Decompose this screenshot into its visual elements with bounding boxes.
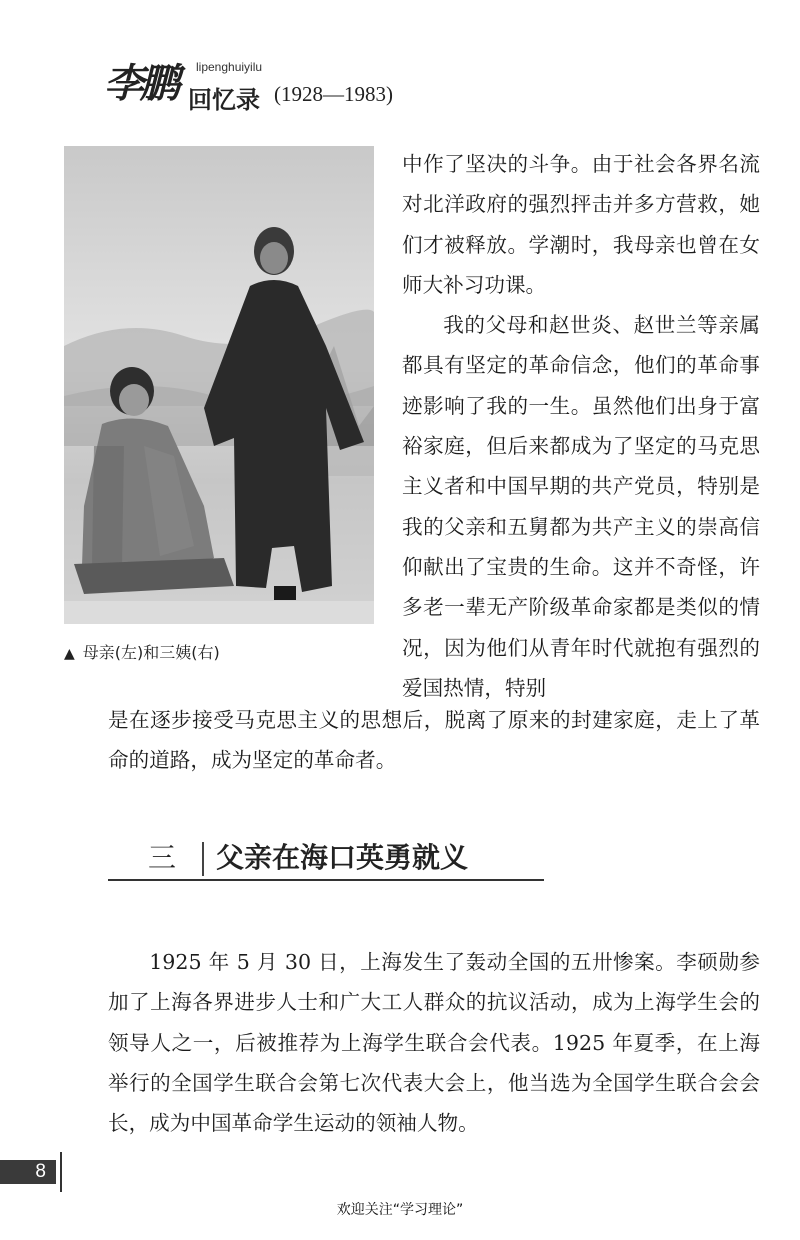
paragraph: 1925 年 5 月 30 日，上海发生了轰动全国的五卅惨案。李硕勋参加了上海各界进步人士和广大工人群众的抗议活动，成为上海学生会的领导人之一，后被推荐为上海学生联合会代表。1925 年夏季，在上海举行的全国学生联合会第七次代表大会上，他当选为全国学生联合会会长，成为中国革命学生运动的领袖人物。	[108, 950, 760, 1136]
section-body	[108, 942, 760, 1143]
header-years: (1928—1983)	[274, 82, 393, 106]
photo-caption	[64, 640, 374, 663]
header-pinyin: lipenghuiyilu	[196, 60, 263, 74]
section-divider	[202, 842, 204, 876]
paragraph: 我的父母和赵世炎、赵世兰等亲属都具有坚定的革命信念，他们的革命事迹影响了我的一生。虽然他们出身于富裕家庭，但后来都成为了坚定的马克思主义者和中国早期的共产党员，特别是我的父亲和五舅都为共产主义的崇高信仰献出了宝贵的生命。这并不奇怪，许多老一辈无产阶级革命家都是类似的情况，因为他们从青年时代就抱有强烈的爱国热情，特别	[402, 313, 760, 700]
column-text	[402, 144, 760, 708]
header-title: 回忆录	[188, 86, 260, 114]
page-number-divider	[60, 1152, 62, 1192]
caption-triangle-icon: ▲	[64, 646, 75, 662]
paragraph-continuation: 是在逐步接受马克思主义的思想后，脱离了原来的封建家庭，走上了革命的道路，成为坚定的革命者。	[108, 708, 760, 773]
header-calligraphy: 李鹏	[104, 60, 176, 107]
footer-note: 欢迎关注“学习理论”	[336, 1202, 464, 1218]
caption-text: 母亲(左)和三姨(右)	[82, 643, 220, 662]
section-number: 三	[148, 841, 177, 874]
section-heading	[108, 832, 544, 882]
section-title: 父亲在海口英勇就义	[216, 841, 469, 874]
historical-photo	[64, 146, 374, 624]
paragraph-continued: 中作了坚决的斗争。由于社会各界名流对北洋政府的强烈抨击并多方营救，她们才被释放。学潮时，我母亲也曾在女师大补习功课。	[402, 152, 760, 297]
running-header	[104, 46, 524, 116]
section-underline	[108, 879, 544, 881]
page-number: 8	[0, 1160, 56, 1184]
